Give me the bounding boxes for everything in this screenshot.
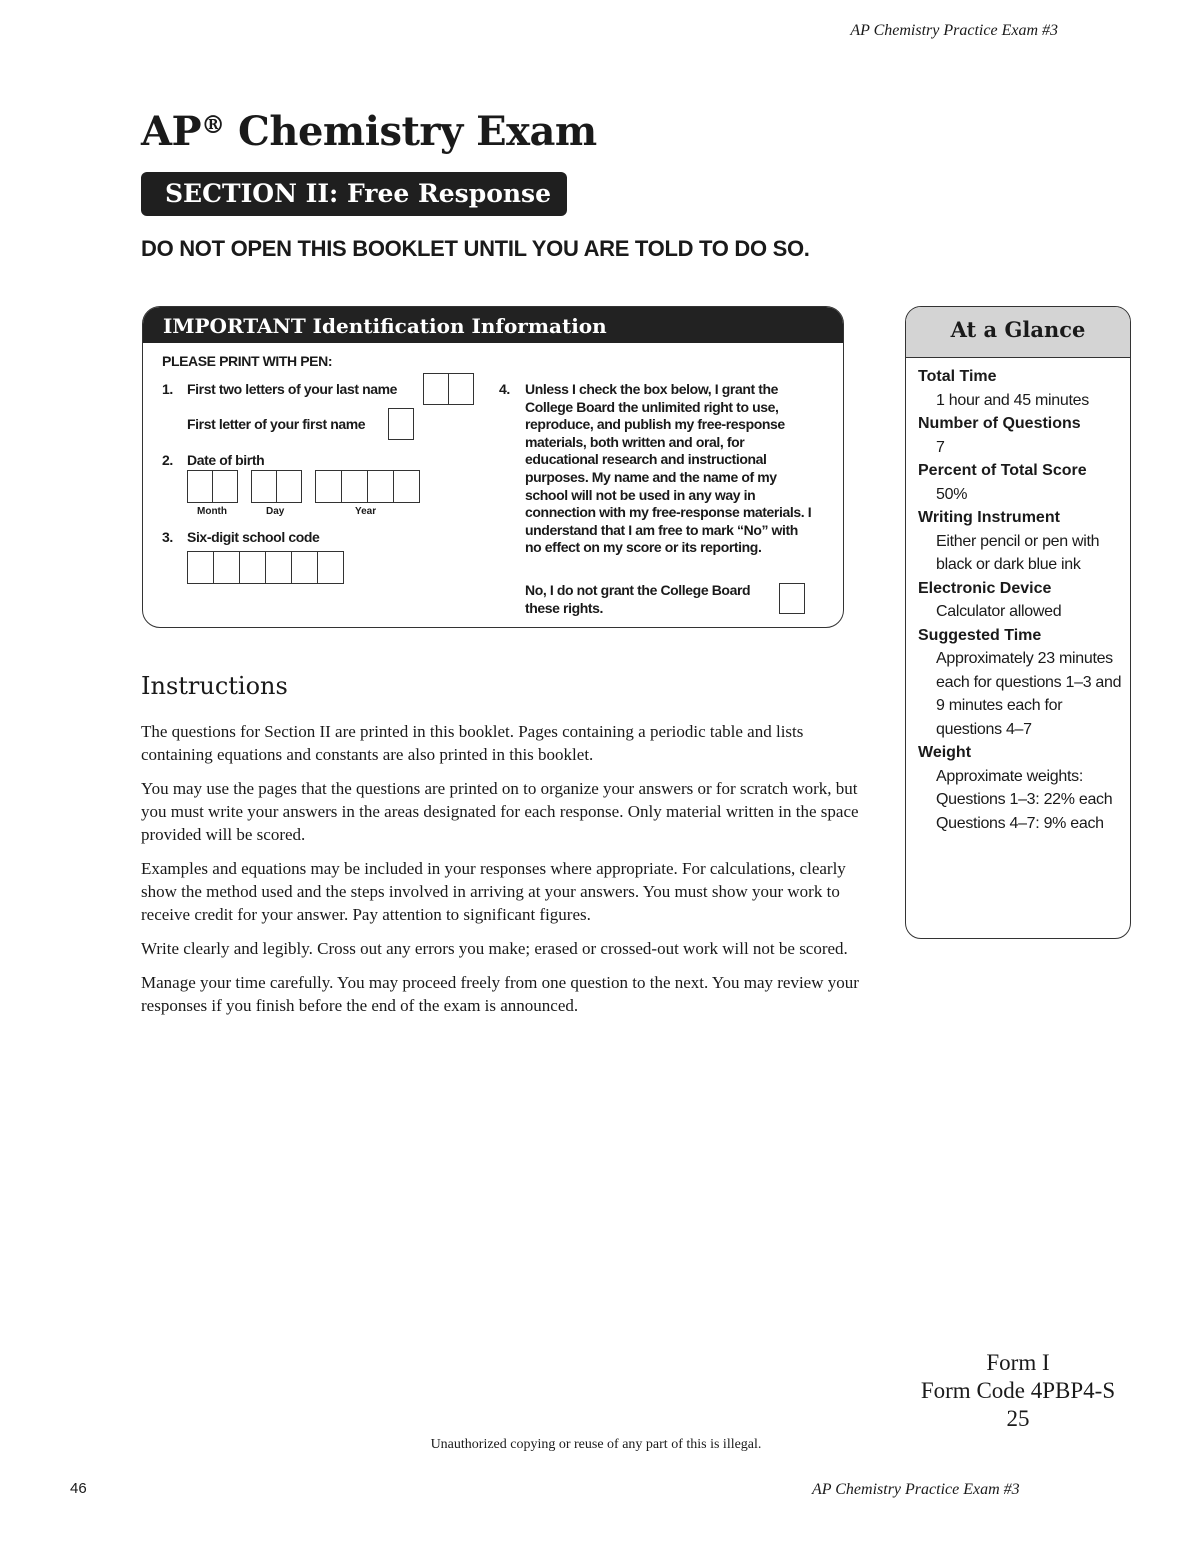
copyright-notice: Unauthorized copying or reuse of any part of this is illegal. bbox=[430, 1437, 762, 1452]
rights-grant-text: Unless I check the box below, I grant the College Board the unlimited right to use, reproduce, and publish my free-response materials, both written and oral, for educational research and instructional purposes. My name and the name of my school will not be used in any way in connection with my free-response materials. I understand that I am free to mark “No” with no effect on my score or its reporting. bbox=[525, 381, 812, 556]
glance-label: Writing Instrument bbox=[918, 509, 1060, 526]
glance-item-number-of-questions bbox=[918, 412, 1130, 459]
school-code-box-4[interactable] bbox=[265, 551, 292, 584]
year-box-3[interactable] bbox=[367, 470, 394, 503]
at-a-glance-title: At a Glance bbox=[906, 307, 1130, 358]
glance-label: Weight bbox=[918, 744, 972, 761]
glance-value: Approximately 23 minutes each for questions 1–3 and 9 minutes each for questions 4–7 bbox=[936, 650, 1122, 738]
instructions-body bbox=[141, 720, 861, 1028]
item-4-number: 4. bbox=[499, 381, 510, 397]
glance-value: Approximate weights: Questions 1–3: 22% each Questions 4–7: 9% each bbox=[936, 767, 1113, 832]
glance-item-percent-score bbox=[918, 459, 1130, 506]
school-code-label: Six-digit school code bbox=[187, 529, 320, 545]
glance-item-electronic-device bbox=[918, 577, 1130, 624]
glance-item-weight bbox=[918, 741, 1130, 835]
glance-value: 7 bbox=[936, 438, 945, 456]
form-code: Form Code 4PBP4-S bbox=[920, 1378, 1116, 1403]
year-box-2[interactable] bbox=[341, 470, 368, 503]
identification-box bbox=[142, 306, 844, 628]
last-name-letter-box-2[interactable] bbox=[448, 373, 474, 405]
exam-title: AP® Chemistry Exam bbox=[141, 108, 597, 155]
glance-value: 50% bbox=[936, 485, 968, 503]
glance-item-suggested-time bbox=[918, 624, 1130, 742]
first-name-label: First letter of your first name bbox=[187, 416, 366, 432]
year-label: Year bbox=[355, 506, 377, 517]
year-box-1[interactable] bbox=[315, 470, 342, 503]
glance-value: Either pencil or pen with black or dark blue ink bbox=[936, 532, 1100, 573]
running-head: AP Chemistry Practice Exam #3 bbox=[850, 22, 1058, 39]
month-box-1[interactable] bbox=[187, 470, 213, 503]
instructions-paragraph: The questions for Section II are printed in this booklet. Pages containing a periodic table and lists containing equations and constants are also printed in this booklet. bbox=[141, 722, 804, 764]
glance-value: Calculator allowed bbox=[936, 603, 1062, 620]
form-number: 25 bbox=[1006, 1406, 1030, 1431]
instructions-paragraph: Manage your time carefully. You may proceed freely from one question to the next. You may review your responses if you finish before the end of the exam is announced. bbox=[141, 973, 859, 1015]
form-name: Form I bbox=[986, 1350, 1050, 1375]
print-with-pen: PLEASE PRINT WITH PEN: bbox=[162, 353, 333, 369]
section-banner: SECTION II: Free Response bbox=[141, 172, 567, 216]
item-2-number: 2. bbox=[162, 452, 173, 468]
school-code-box-2[interactable] bbox=[213, 551, 240, 584]
glance-label: Total Time bbox=[918, 368, 997, 385]
no-grant-label: No, I do not grant the College Board these rights. bbox=[525, 582, 751, 616]
form-info bbox=[880, 1349, 1156, 1433]
date-of-birth-label: Date of birth bbox=[187, 452, 265, 468]
do-not-open-warning: DO NOT OPEN THIS BOOKLET UNTIL YOU ARE TOLD TO DO SO. bbox=[141, 236, 810, 261]
year-box-4[interactable] bbox=[393, 470, 420, 503]
instructions-title: Instructions bbox=[141, 672, 288, 700]
school-code-box-1[interactable] bbox=[187, 551, 214, 584]
school-code-box-6[interactable] bbox=[317, 551, 344, 584]
glance-label: Number of Questions bbox=[918, 415, 1081, 432]
page-number: 46 bbox=[70, 1480, 87, 1497]
instructions-paragraph: Examples and equations may be included in your responses where appropriate. For calculations, clearly show the method used and the steps involved in arriving at your answers. You must show your work to receive credit for your answer. Pay attention to significant figures. bbox=[141, 859, 846, 924]
first-name-letter-box[interactable] bbox=[388, 408, 414, 440]
instructions-paragraph: You may use the pages that the questions are printed on to organize your answers or for scratch work, but you must write your answers in the areas designated for each response. Only material written in the space provided will be scored. bbox=[141, 779, 859, 844]
day-label: Day bbox=[266, 506, 285, 517]
glance-item-total-time bbox=[918, 365, 1130, 412]
glance-label: Electronic Device bbox=[918, 579, 1052, 597]
school-code-box-5[interactable] bbox=[291, 551, 318, 584]
glance-value: 1 hour and 45 minutes bbox=[936, 391, 1089, 409]
day-box-2[interactable] bbox=[276, 470, 302, 503]
item-3-number: 3. bbox=[162, 529, 173, 545]
glance-item-writing-instrument bbox=[918, 506, 1130, 577]
month-box-2[interactable] bbox=[212, 470, 238, 503]
identification-header: IMPORTANT Identification Information bbox=[143, 307, 843, 343]
last-name-letter-box-1[interactable] bbox=[423, 373, 449, 405]
day-box-1[interactable] bbox=[251, 470, 277, 503]
instructions-paragraph: Write clearly and legibly. Cross out any errors you make; erased or crossed-out work will not be scored. bbox=[141, 939, 848, 958]
no-grant-checkbox[interactable] bbox=[779, 583, 805, 614]
glance-label: Suggested Time bbox=[918, 626, 1042, 644]
running-foot: AP Chemistry Practice Exam #3 bbox=[812, 1481, 1020, 1498]
glance-label: Percent of Total Score bbox=[918, 462, 1087, 479]
month-label: Month bbox=[197, 506, 227, 517]
school-code-box-3[interactable] bbox=[239, 551, 266, 584]
registered-mark: ® bbox=[201, 110, 225, 139]
item-1-number: 1. bbox=[162, 381, 173, 397]
at-a-glance-panel bbox=[905, 306, 1131, 939]
last-name-label: First two letters of your last name bbox=[187, 381, 398, 397]
